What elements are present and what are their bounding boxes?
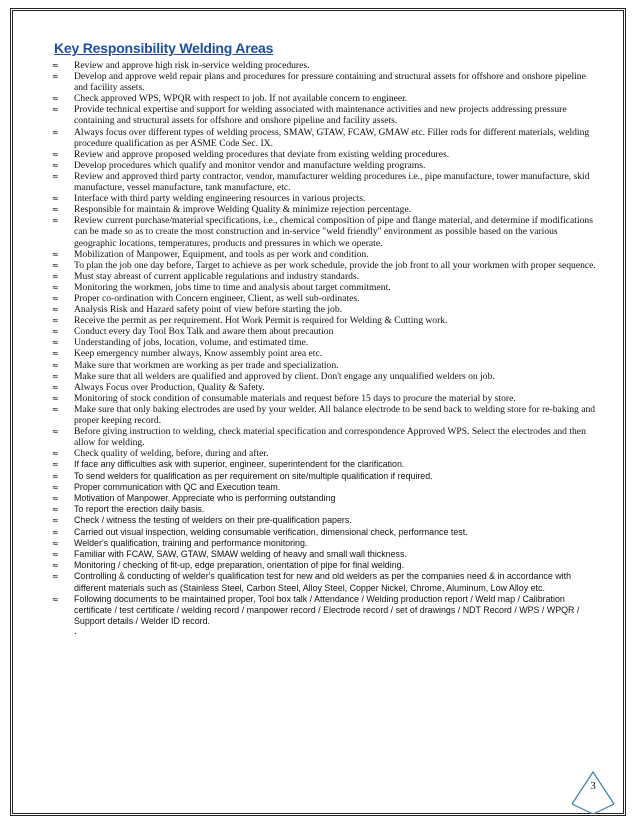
list-item — [52, 215, 598, 248]
list-item-text: Always focus over different types of welding process, SMAW, GTAW, FCAW, GMAW etc. Filler rods for different materials, welding procedure qualification as per ASME Code Sec. IX. — [74, 126, 590, 149]
list-item-text: Receive the permit as per requirement. Hot Work Permit is required for Welding & Cutting work. — [74, 315, 448, 327]
bullet-icon: ≈ — [52, 572, 59, 582]
bullet-icon: ≈ — [52, 471, 59, 481]
list-item — [52, 482, 598, 493]
list-item-text: Make sure that all welders are qualified and approved by client. Don't engage any unqualified welders on job. — [74, 370, 495, 382]
list-item — [52, 260, 598, 271]
list-item-text: Review and approve high risk in-service welding procedures. — [74, 60, 310, 71]
list-item-text: Carried out visual inspection, welding consumable verification, dimensional check, performance test. — [74, 526, 468, 537]
list-item-text: To report the erection daily basis. — [74, 504, 205, 515]
list-item — [52, 515, 598, 526]
bullet-icon: ≈ — [52, 149, 59, 159]
list-item — [52, 326, 598, 337]
list-item — [52, 127, 598, 149]
list-item-text: Understanding of jobs, location, volume, and estimated time. — [74, 337, 309, 349]
bullet-icon: ≈ — [52, 360, 59, 370]
list-item — [52, 193, 598, 204]
list-item — [52, 149, 598, 160]
list-item — [52, 171, 598, 193]
list-item-text: Monitoring of stock condition of consumable materials and request before 15 days to procure the material by store. — [74, 392, 516, 404]
list-item — [52, 282, 598, 293]
bullet-icon: ≈ — [52, 282, 59, 292]
list-item — [52, 371, 598, 382]
list-item — [52, 459, 598, 470]
list-item — [52, 471, 598, 482]
list-item-text: Interface with third party welding engineering resources in various projects. — [74, 193, 366, 205]
bullet-icon: ≈ — [52, 594, 59, 604]
bullet-icon: ≈ — [52, 561, 59, 571]
list-item — [52, 348, 598, 359]
list-item — [52, 404, 598, 426]
list-item-text: Following documents to be maintained proper, Tool box talk / Attendance / Welding production report / Weld map / Calibration certificate / test certificate / welding record / manpower record / Electrode record / set of drawings / NDT Record / WPS / WPQR / Support details / Welder ID record. — [74, 593, 580, 627]
list-item — [52, 204, 598, 215]
bullet-icon: ≈ — [52, 505, 59, 515]
list-item-text: Proper communication with QC and Execution team. — [74, 481, 281, 492]
list-item-text: Analysis Risk and Hazard safety point of view before starting the job. — [74, 304, 343, 316]
list-item — [52, 426, 598, 448]
trailing-dot: . — [74, 626, 77, 638]
bullet-icon: ≈ — [52, 105, 59, 115]
list-item-text: Controlling & conducting of welder's qualification test for new and old welders as per the companies need & in accordance with different materials such as (Stainless Steel, Carbon Steel, Alloy Steel, Copper Nickel, Chrome, Aluminum, Low Alloy etc. — [74, 571, 572, 593]
bullet-icon: ≈ — [52, 271, 59, 281]
list-item — [52, 271, 598, 282]
list-item-text: To send welders for qualification as per requirement on site/multiple qualification if required. — [74, 470, 433, 481]
document-body — [52, 40, 598, 637]
bullet-icon: ≈ — [52, 249, 59, 259]
list-item-text: Monitoring the workmen, jobs time to time and analysis about target commitment. — [74, 281, 391, 293]
list-item-text: Review current purchase/material specifications, i.e., chemical composition of pipe and flange material, and determine if modifications can be made so as to create the most construction and in-service "weld friendly" environment as possible based on the various geographic locations, temperatures, products and pressures in which we operate. — [74, 215, 593, 249]
list-item — [52, 527, 598, 538]
page-number: 3 — [590, 780, 596, 792]
list-item — [52, 560, 598, 571]
list-item — [52, 337, 598, 348]
bullet-icon: ≈ — [52, 94, 59, 104]
list-item — [52, 60, 598, 71]
list-item-text: Monitoring / checking of fit-up, edge preparation, orientation of pipe for final welding. — [74, 560, 405, 571]
bullet-icon: ≈ — [52, 404, 59, 414]
list-item-text: Conduct every day Tool Box Talk and aware them about precaution — [74, 326, 334, 338]
list-item-text: Develop and approve weld repair plans and procedures for pressure containing and structural assets for offshore and onshore pipeline and facility assets. — [74, 71, 586, 94]
section-title: Key Responsibility Welding Areas — [54, 40, 274, 56]
bullet-icon: ≈ — [52, 72, 59, 82]
list-item — [52, 293, 598, 304]
bullet-icon: ≈ — [52, 171, 59, 181]
list-item-text: Review and approved third party contractor, vendor, manufacturer welding procedures i.e., pipe manufacture, tower manufacture, skid manufacture, vessel manufacture, tank manufacture, etc. — [74, 170, 590, 194]
bullet-icon: ≈ — [52, 194, 59, 204]
list-item — [52, 549, 598, 560]
bullet-icon: ≈ — [52, 338, 59, 348]
bullet-icon: ≈ — [52, 205, 59, 215]
list-item — [52, 571, 598, 593]
list-item-text: Must stay abreast of current applicable regulations and industry standards. — [74, 270, 360, 282]
bullet-icon: ≈ — [52, 393, 59, 403]
bullet-icon: ≈ — [52, 305, 59, 315]
bullet-icon: ≈ — [52, 260, 59, 270]
bullet-icon: ≈ — [52, 61, 59, 70]
list-item — [52, 104, 598, 126]
bullet-icon: ≈ — [52, 327, 59, 337]
list-item — [52, 493, 598, 504]
list-item-text: Review and approve proposed welding procedures that deviate from existing welding procedures. — [74, 148, 450, 160]
page-number-badge — [568, 764, 618, 814]
list-item-text: To plan the job one day before, Target to achieve as per work schedule, provide the job front to all your workmen with proper sequence. — [74, 259, 596, 271]
list-item — [52, 93, 598, 104]
list-item-text: Welder's qualification, training and performance monitoring. — [74, 537, 308, 548]
list-item — [52, 360, 598, 371]
list-item — [52, 448, 598, 459]
bullet-icon: ≈ — [52, 349, 59, 359]
bullet-icon: ≈ — [52, 527, 59, 537]
list-item — [52, 393, 598, 404]
list-item-text: Mobilization of Manpower, Equipment, and tools as per work and condition. — [74, 248, 369, 260]
list-item-text: Check / witness the testing of welders on their pre-qualification papers. — [74, 515, 352, 526]
bullet-icon: ≈ — [52, 293, 59, 303]
list-item-text: Develop procedures which qualify and monitor vendor and manufacture welding programs. — [74, 159, 426, 171]
bullet-icon: ≈ — [52, 460, 59, 470]
bullet-icon: ≈ — [52, 538, 59, 548]
list-item — [52, 160, 598, 171]
list-item-text: Always Focus over Production, Quality & Safety. — [74, 381, 265, 393]
bullet-icon: ≈ — [52, 427, 59, 437]
bullet-icon: ≈ — [52, 493, 59, 503]
responsibility-list — [52, 60, 598, 627]
bullet-icon: ≈ — [52, 160, 59, 170]
bullet-icon: ≈ — [52, 371, 59, 381]
bullet-icon: ≈ — [52, 316, 59, 326]
bullet-icon: ≈ — [52, 449, 59, 459]
bullet-icon: ≈ — [52, 216, 59, 226]
bullet-icon: ≈ — [52, 127, 59, 137]
list-item-text: Make sure that only baking electrodes are used by your welder. All balance electrode to be send back to welding store for re-baking and proper keeping record. — [74, 403, 596, 426]
list-item-text: Responsible for maintain & improve Welding Quality & minimize rejection percentage. — [74, 204, 412, 216]
list-item — [52, 71, 598, 93]
list-item — [52, 304, 598, 315]
list-item-text: Check approved WPS, WPQR with respect to job. If not available concern to engineer. — [74, 93, 408, 105]
bullet-icon: ≈ — [52, 482, 59, 492]
list-item-text: Keep emergency number always, Know assembly point area etc. — [74, 348, 323, 360]
list-item-text: Before giving instruction to welding, check material specification and correspondence Approved WPS. Select the electrodes and then allow for welding. — [74, 426, 586, 449]
list-item-text: If face any difficulties ask with superior, engineer, superintendent for the clarification. — [74, 459, 405, 470]
list-item — [52, 382, 598, 393]
list-item-text: Check quality of welding, before, during and after. — [74, 448, 269, 460]
bullet-icon: ≈ — [52, 382, 59, 392]
list-item — [52, 504, 598, 515]
list-item — [52, 594, 598, 628]
bullet-icon: ≈ — [52, 550, 59, 559]
list-item-text: Motivation of Manpower. Appreciate who is performing outstanding — [74, 492, 336, 503]
list-item-text: Provide technical expertise and support for welding associated with maintenance activities and new projects addressing pressure containing and structural assets for offshore and onshore pipeline and facility assets. — [74, 104, 567, 127]
list-item-text: Proper co-ordination with Concern engineer, Client, as well sub-ordinates. — [74, 292, 360, 304]
list-item-text: Familiar with FCAW, SAW, GTAW, SMAW welding of heavy and small wall thickness. — [74, 549, 407, 559]
list-item-text: Make sure that workmen are working as per trade and specialization. — [74, 359, 339, 371]
bullet-icon: ≈ — [52, 516, 59, 526]
list-item — [52, 249, 598, 260]
list-item — [52, 315, 598, 326]
list-item — [52, 538, 598, 549]
